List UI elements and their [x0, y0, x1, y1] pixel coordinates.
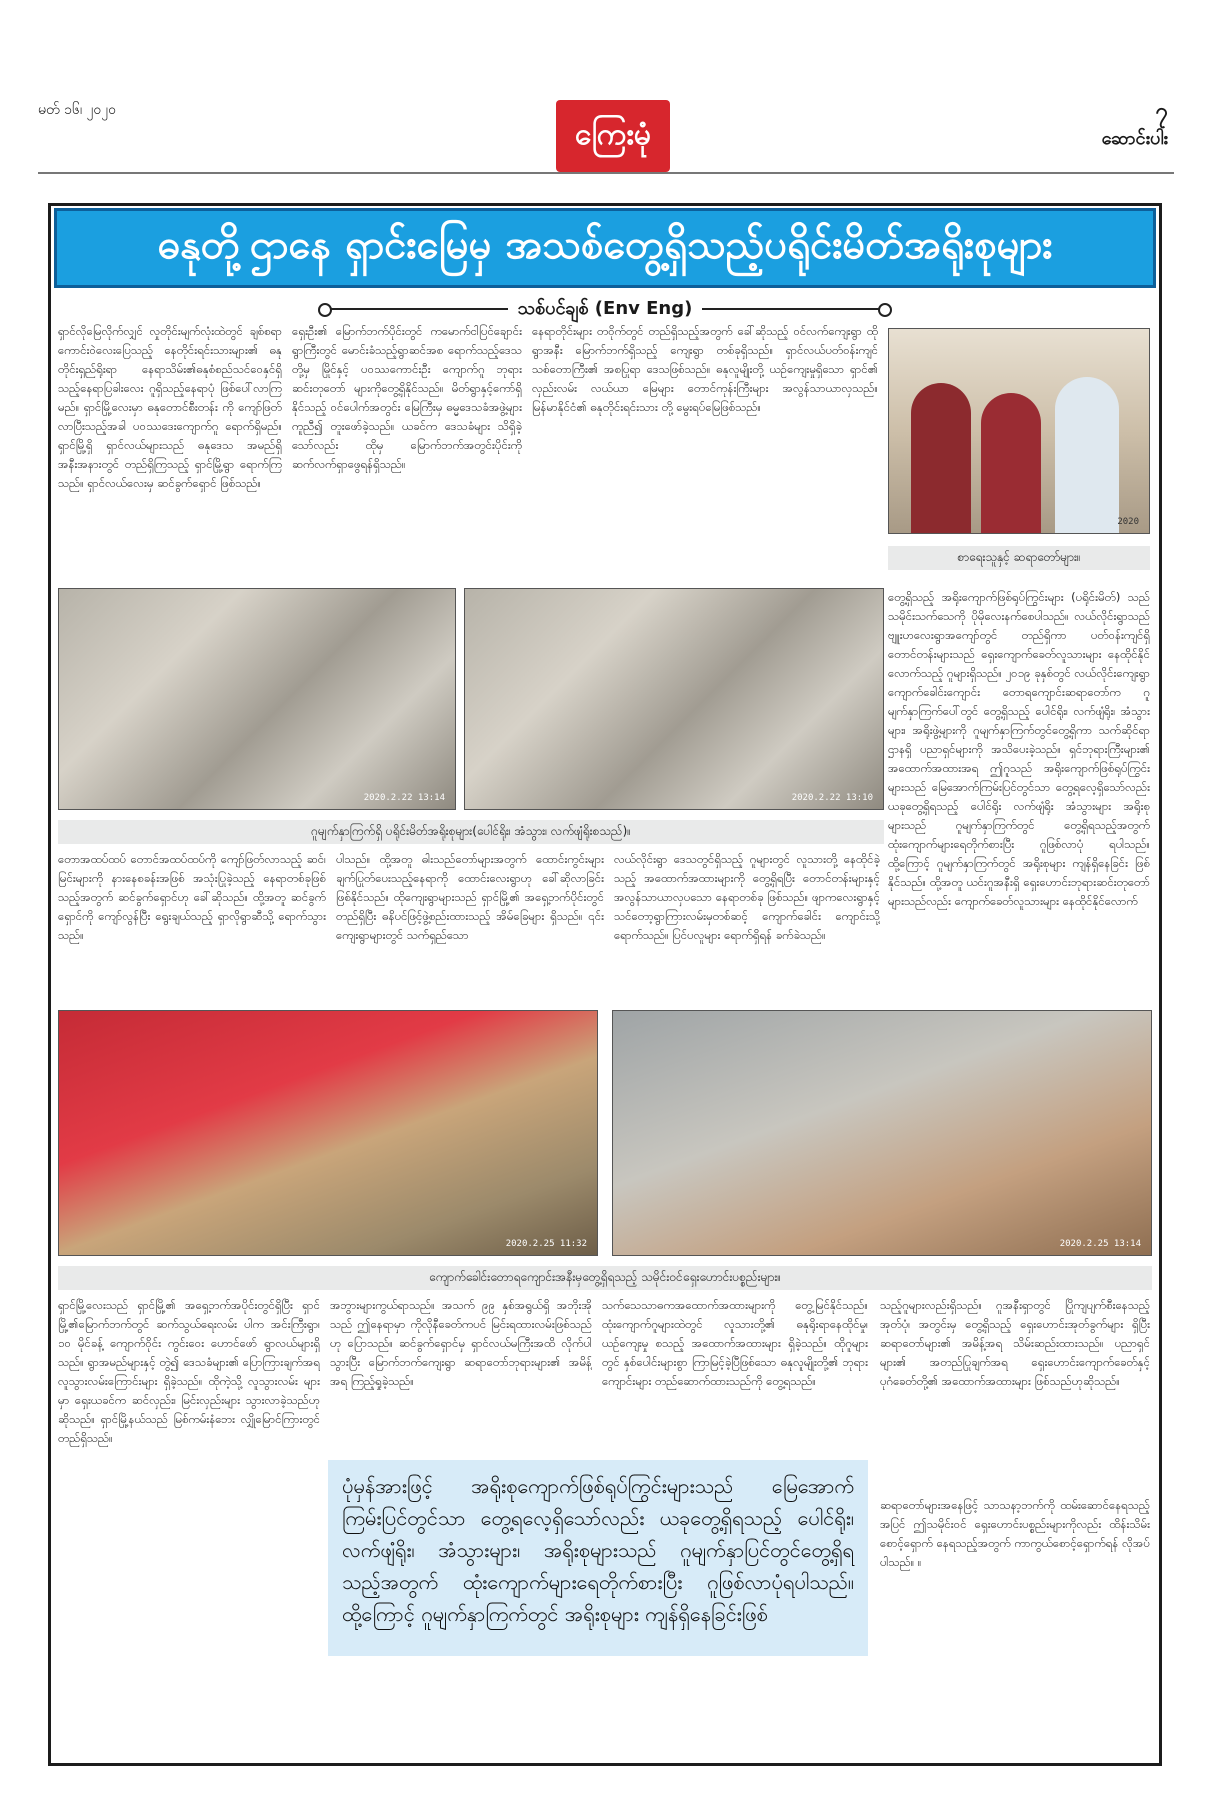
newspaper-logo: ကြေးမုံ	[556, 100, 670, 172]
page-number: ၇	[1155, 99, 1168, 124]
cave-ceiling-photo-2	[464, 588, 884, 810]
text-column-2: ရှေးဦး၏ မြောက်ဘက်ပိုင်းတွင် ကမောက်ငါပြင်ချောင်း ရွာကြီးတွင် မောင်းခံသည့်ရွာဆင်အစ ရောက်သည့်ဒေသတို့မှ မြိုင်နှင့် ပဝဿကောင်းဦး ကျောက်ဂူ ဘုရားဆင်းတုတော် များကိုတွေ့ရှိနိုင်သည်။ မိတ်ရွာနှင့်ကော်ရှိနိုင်သည့် ဝင်ပေါက်အတွင်း မြေကြီးမှ ဓမ္မဒေသခံအဖွဲ့များ ကူညီ၍ တူးဖော်ခဲ့သည်။ ယခင်က ဒေသခံများ သိရှိခဲ့သော်လည်း ထိုမှ မြောက်ဘက်အတွင်းပိုင်းကို ဆက်လက်ရှာဖွေရန်ရှိသည်။	[292, 324, 522, 471]
monks-caption: စာရေးသူနှင့် ဆရာတော်များ။	[888, 546, 1150, 570]
byline-ornament-right	[702, 308, 880, 310]
text-column-mid-3: လယ်လိုင်းရွာ ဒေသတွင်ရှိသည့် ဂူများတွင် လူသားတို့ နေထိုင်ခဲ့သည့် အထောက်အထားများကို တွေ့ရှိရပြီး တောင်တန်းများနှင့် အလွန်သာယာလှပသော နေရာတစ်ခု ဖြစ်သည်။ ဖျာကလေးရွာနှင့် သင်တော့ရွာကြားလမ်းမှတစ်ဆင့် ကျောက်ခေါင်း ကျောင်းသို့ ရောက်သည်။ ပြင်ပလူများ ရောက်ရှိရန် ခက်ခဲသည်။	[614, 852, 880, 942]
cave-caption: ဂူမျက်နှာကြက်ရှိ ပရိုင်းမိတ်အရိုးစုများ(ပေါင်ရိုး၊ အံသွား၊ လက်ဖျံရိုးစသည်)။	[58, 820, 884, 844]
altar-photo-stamp: 2020.2.25 11:32	[505, 1239, 587, 1249]
monks-photo-stamp: 2020	[1117, 517, 1139, 527]
text-column-right: တွေ့ရှိသည့် အရိုးကျောက်ဖြစ်ရုပ်ကြွင်းများ (ပရိုင်းမိတ်) သည် သမိုင်းသက်သေကို ပိုမိုလေးနက်စေပါသည်။ လယ်လိုင်းရွာသည် ဗျူးဟလေးရွာအကျော်တွင် တည်ရှိကာ ပတ်ဝန်းကျင်ရှိ တောင်တန်းများသည် ရှေးကျောက်ခေတ်လူသားများ နေထိုင်နိုင်လောက်သည့် ဂူများရှိသည်။ ၂၀၁၉ ခုနှစ်တွင် လယ်လိုင်းကျေးရွာ ကျောက်ခေါင်းကျောင်း တောရကျောင်းဆရာတော်က ဂူမျက်နှာကြက်ပေါ်တွင် တွေ့ရှိသည့် ပေါင်ရိုး၊ လက်ဖျံရိုး၊ အံသွားများ၊ အရိုးဖွဲ့များကို ဂူမျက်နှာကြက်တွင်တွေ့ရှိကာ သက်ဆိုင်ရာဌာနရှိ ပညာရှင်များကို အသိပေးခဲ့သည်။ ရှင်ဘုရားကြီးများ၏ အထောက်အထားအရ ဤဂူသည် အရိုးကျောက်ဖြစ်ရုပ်ကြွင်း များသည် မြေအောက်ကြမ်းပြင်တွင်သာ တွေ့ရလေ့ရှိသော်လည်း ယခုတွေ့ရှိရသည့် ပေါင်ရိုး လက်ဖျံရိုး အံသွားများ အရိုးစုများသည် ဂူမျက်နှာကြက်တွင် တွေ့ရှိရသည့်အတွက် ထုံးကျောက်များရေတိုက်စားပြီး ဂူဖြစ်လာပုံ ရပါသည်။ ထို့ကြောင့် ဂူမျက်နှာကြက်တွင် အရိုးစုများ ကျန်ရှိနေခြင်း ဖြစ်နိုင်သည်။ ထို့အတူ ယင်းဂူအနီးရှိ ရှေးဟောင်းဘုရားဆင်းတုတော်များသည်လည်း ကျောက်ခေတ်လူသားများ နေထိုင်နိုင်လောက်	[888, 590, 1150, 908]
text-column-bottom-5: ဆရာတော်များအနေဖြင့် သာသနာ့ဘက်ကို ထမ်းဆောင်နေရသည့်အပြင် ဤသမိုင်းဝင် ရှေးဟောင်းပစ္စည်းများကိုလည်း ထိန်းသိမ်းစောင့်ရှောက် နေရသည့်အတွက် ကာကွယ်စောင့်ရှောက်ရန် လိုအပ်ပါသည်။ ။	[880, 1498, 1150, 1569]
text-column-bottom-3: သက်သေသာဓကအထောက်အထားများကို တွေ့မြင်နိုင်သည်။ ထုံးကျောက်ဂူများထဲတွင် လူသားတို့၏ ဓနုရိုးရာနေထိုင်မှု၊ ယဉ်ကျေးမှု စသည့် အထောက်အထားများ ရှိခဲ့သည်။ ထိုဂူများတွင် နှစ်ပေါင်းများစွာ ကြာမြင့်ခဲ့ပြီဖြစ်သော ဓနုလူမျိုးတို့၏ ဘုရားကျောင်းများ တည်ဆောက်ထားသည်ကို တွေ့ရသည်။	[602, 1298, 868, 1388]
section-label: ဆောင်းပါး	[1101, 128, 1168, 149]
altar-artifacts-photo	[58, 1010, 598, 1256]
issue-date: မတ် ၁၆၊ ၂၀၂၀	[38, 102, 116, 118]
monks-photo	[888, 328, 1150, 534]
cave-photo-2-stamp: 2020.2.22 13:10	[791, 793, 873, 803]
text-column-1: ရှာင်လိုမြေလိုက်လျှင် လှုတိုင်းမျက်လုံးထဲတွင် ချစ်စရာကောင်းဝဲလေးပြေသည့် နေတိုင်းရင်းသားများ၏ ဓနုတိုင်းရှည်ရိုးရာ နေရာသိမ်း၏ဓနုစံစည်သင်ဝေနှင်ရှိသည့်နေရာပြခါးလေး ဂူရှိသည့်နေရာပုံ ဖြစ်ပေါ်လာကြမည်။ ရှာင်မြို့လေးမှာ ဓနုတောင်စီးတန်း ကို ကျော်ဖြတ်လာပြီးသည့်အခါ ပဝဿဒေးကျောက်ဂူ ရောက်ရှိမည်။ ရှာင်မြို့ရှိ ရှာင်လယ်များသည် ဓနုဒေသ အမည်ရှိ အနီးအနားတွင် တည်ရှိကြသည့် ရှာင်မြို့ရွာ ရောက်ကြသည်။ ရှာင်လယ်လေးမှ ဆင်ခွက်ရှောင် ဖြစ်သည်။	[58, 324, 282, 490]
header-divider	[38, 172, 1174, 174]
text-column-bottom-4: သည့်ဂူများလည်းရှိသည်။ ဂူအနီးရှာတွင် ပြိုကျပျက်စီးနေသည့် အုတ်ပုံ၊ အတွင်းမှ တွေ့ရှိသည့် ရှေးဟောင်းအုတ်ခွက်များ ရှိပြီး ဆရာတော်များ၏ အမိန့်အရ သိမ်းဆည်းထားသည်။ ပညာရှင်များ၏ အတည်ပြုချက်အရ ရှေးဟောင်းကျောက်ခေတ်နှင့် ပုဂံခေတ်တို့၏ အထောက်အထားများ ဖြစ်သည်ဟုဆိုသည်။	[880, 1298, 1150, 1388]
article-byline: သစ်ပင်ချစ် (Env Eng)	[517, 297, 693, 319]
byline-ornament-left	[330, 308, 508, 310]
cave-photo-1-stamp: 2020.2.22 13:14	[363, 793, 445, 803]
cave-ceiling-photo-1	[58, 588, 456, 810]
ruins-photo-stamp: 2020.2.25 13:14	[1059, 1239, 1141, 1249]
pull-quote: ပုံမှန်အားဖြင့် အရိုးစုကျောက်ဖြစ်ရုပ်ကြွင်းများသည် မြေအောက်ကြမ်းပြင်တွင်သာ တွေ့ရလေ့ရှိသော်လည်း ယခုတွေ့ရှိရသည့် ပေါင်ရိုး၊ လက်ဖျံရိုး၊ အံသွားများ၊ အရိုးစုများသည် ဂူမျက်နှာပြင်တွင်တွေ့ရှိရသည့်အတွက် ထုံးကျောက်များရေတိုက်စားပြီး ဂူဖြစ်လာပုံရပါသည်။ ထို့ကြောင့် ဂူမျက်နှာကြက်တွင် အရိုးစုများ ကျန်ရှိနေခြင်းဖြစ်	[328, 1460, 868, 1656]
temple-ruins-photo	[612, 1010, 1152, 1256]
text-column-bottom-1: ရှာင်မြို့လေးသည် ရှာင်မြို့၏ အရှေ့ဘက်အပိုင်းတွင်ရှိပြီး ရှာင်မြို့၏မြောက်ဘက်တွင် ဆက်သွယ်ရေးလမ်း ပါက အင်းကြီးရွာ၊ ၁၀ မိုင်ခန့် ကျောက်ဝိုင်း ကွင်းဝေး ဟောင်ဖော် ရွာလယ်များရှိသည်။ ရွာအမည်များနှင့် တွဲ၍ ဒေသခံများ၏ ပြောကြားချက်အရ လူသွားလမ်းကြောင်းများ ရှိခဲ့သည်။ ထိုကဲ့သို့ လူသွားလမ်း များမှာ ရှေးယခင်က ဆင်လှည်း၊ မြင်းလှည်းများ သွားလာခဲ့သည်ဟု ဆိုသည်။ ရှာင်မြို့နယ်သည် မြစ်ကမ်းနံဘေး လျှိုမြောင်ကြားတွင် တည်ရှိသည်။	[58, 1298, 320, 1445]
article-headline: ဓနုတို့ဌာနေ ရှာင်းမြေမှ အသစ်တွေ့ရှိသည့်ပရိုင်းမိတ်အရိုးစုများ	[54, 208, 1156, 288]
byline-row	[330, 296, 880, 322]
temple-caption: ကျောက်ခေါင်းတောရကျောင်းအနီးမှတွေ့ရှိရသည့် သမိုင်းဝင်ရှေးဟောင်းပစ္စည်းများ။	[58, 1266, 1152, 1290]
text-column-mid-2: ပါသည်။ ထို့အတူ ဓါးသည်တော်များအတွက် ထောင်းကွင်းများ ချက်ပြုတ်ပေးသည့်နေရာကို ထောင်းလေးရွာဟု ခေါ်ဆိုလာခြင်းဖြစ်နိုင်သည်။ ထိုကျေးရွာများသည် ရှာင်မြို့၏ အရှေ့ဘက်ပိုင်းတွင်တည်ရှိပြီး ဓနိပင်ဖြင့်ဖွဲ့စည်းထားသည့် အိမ်ခြေများ ရှိသည်။ ၎င်းကျေးရွာများတွင် သက်ရှည်သော	[336, 852, 604, 942]
text-column-bottom-2: အဘွားများကွယ်ရာသည်။ အသက် ၉၉ နှစ်အရွယ်ရှိ အဘိုးအိုသည် ဤနေရာမှာ ကိုလိုနီခေတ်ကပင် မြင်းရထားလမ်းဖြစ်သည်ဟု ပြောသည်။ ဆင်ခွက်ရှောင်မှ ရှာင်လယ်မကြီးအထိ လိုက်ပါ သွားပြီး မြောက်ဘက်ကျေးရွာ ဆရာတော်ဘုရားများ၏ အမိန့်အရ ကြည့်ရှုခဲ့သည်။	[330, 1298, 592, 1388]
text-column-3: နေရာတိုင်းများ တဝိုက်တွင် တည်ရှိသည့်အတွက် ခေါ်ဆိုသည့် ဝင်လက်ကျေးရွာ ထိုရွာအနီး မြောက်ဘက်ရှိသည့် ကျေးရွာ တစ်ခုရှိသည်။ ရှာင်လယ်ပတ်ဝန်းကျင် သစ်တောကြီး၏ အစပြုရာ ဒေသဖြစ်သည်။ ဓနုလူမျိုးတို့ ယဉ်ကျေးမှုရှိသော ရှာင်၏ လှည်းလမ်း လယ်ယာ မြေများ တောင်ကုန်းကြီးများ အလွန်သာယာလှသည်။ မြန်မာနိုင်ငံ၏ ဓနုတိုင်းရင်းသား တို့ မွေးရပ်မြေဖြစ်သည်။	[532, 324, 878, 414]
text-column-mid-1: တောအထပ်ထပ် တောင်အထပ်ထပ်ကို ကျော်ဖြတ်လာသည့် ဆင်၊ မြင်းများကို နားနေစခန်းအဖြစ် အသုံးပြုခဲ့သည့် နေရာတစ်ခုဖြစ်သည့်အတွက် ဆင်ခွက်ရှောင်ဟု ခေါ်ဆိုသည်။ ထို့အတူ ဆင်ခွက်ရှောင်ကို ကျော်လွန်ပြီး ရွေးချယ်သည့် ရှာလိုရွာဆီသို့ ရောက်သွားသည်။	[58, 852, 326, 942]
